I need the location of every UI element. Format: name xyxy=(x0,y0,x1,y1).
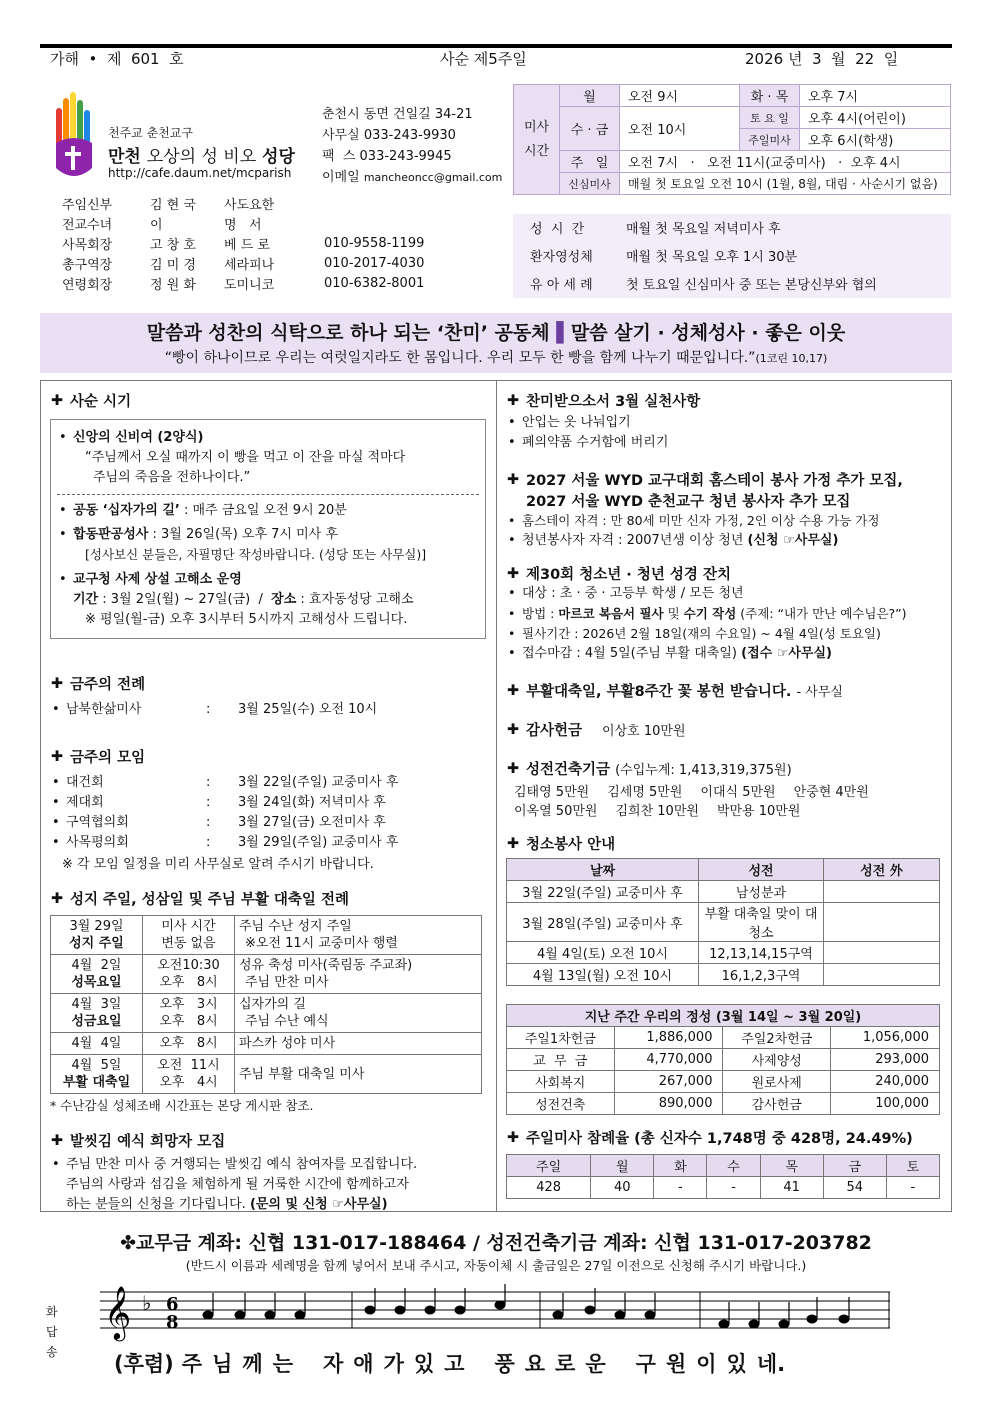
note-head xyxy=(425,1306,435,1314)
cross-icon: ✚ xyxy=(506,471,520,488)
donor: 김세명 5만원 xyxy=(607,785,683,800)
attendance-count: 40 xyxy=(591,1177,654,1199)
holy-time: 오후 3시 오후 8시 xyxy=(143,994,235,1033)
attendance-day: 화 xyxy=(654,1155,707,1177)
easter-heading: ✚ 부활대축일, 부활8주간 꽃 봉헌 받습니다. - 사무실 xyxy=(506,682,843,700)
staff-phone xyxy=(324,193,444,213)
cleaning-out xyxy=(824,903,940,942)
note-head xyxy=(645,1311,655,1319)
note-head xyxy=(235,1311,245,1319)
attendance-day: 토 xyxy=(886,1155,939,1177)
lent-heading: ✚ 사순 시기 xyxy=(50,392,132,410)
left-column: ✚ 사순 시기 • 신앙의 신비여 (2양식) “주님께서 오실 때까지 이 빵을 먹고 이 잔을 마실 적마다 주님의 죽음을 전하나이다.” • 공동 ‘십자가의 길’ : 매주 금요일 오전 9시 20분 • 합동판공성사 : 3월 26일(목) 오후 7시 미사 후 [성사보신 분들은, 자필명단 작성바랍니다. (성당 또는 사무실)] • 교구청 사제 상설 고해소 운영 기간 : 3월 2일(월) ~ 27일(금) / 장소 : 효자동성당 고해소 ※ 평일(월-금) 오후 3시부터 5시까지 고해성사 드립니다. ✚ 금주의 전례 • 남북한삶미사 : 3월 25일(수) 오전 10시 ✚ 금주의 모임 • 대건회 : 3월 22일(주일) 교중미사 후 • 제대회 : 3월 24일(화) 저녁미사 후 • 구역협의회 : 3월 27일(금) 오전미사 후 • 사목평의회 : 3월 29일(주일) 교중미사 후 ※ 각 모임 일정을 미리 사무실로 알려 주시기 바랍니다. ✚ 성지 주일, 성삼일 및 주님 부활 대축일 전례 3월 29일 성지 주일 미사 시간 변동 없음 주님 수난 성지 주일 ※오전 11시 교중미사 행렬 4월 2일 성목요일 오전10:30 오후 8시 성유 축성 미사(죽림동 주교좌) 주님 만찬 미사 4월 3일 성금요일 오후 3시 오후 8시 십자가의 길 주님 수난 예식 4월 4일 오후 8시 파스카 성야 미사 4월 5일 부활 대축일 오전 11시 오후 4시 주님 부활 대축일 미사 * 수난감실 성체조배 시간표는 본당 게시판 참조. ✚ 발씻김 예식 희망자 모집 • 주님 만찬 미사 중 거행되는 발씻김 예식 참여자를 모집합니다. 주님의 사랑과 섬김을 체험하게 될 거룩한 시간에 함께하고자 하는 분들의 신청을 기다립니다. (문의 및 신청 ☞사무실) xyxy=(50,390,486,1215)
offering-amount: 100,000 xyxy=(830,1093,939,1115)
lyric-syllable: 원 xyxy=(665,1352,687,1376)
lyric-syllable: (후렴) xyxy=(114,1352,174,1376)
staff-baptism: 세라피나 xyxy=(224,257,275,273)
staff-role: 사목회장 xyxy=(62,237,113,253)
header-rule xyxy=(40,44,952,48)
note-head xyxy=(779,1320,789,1328)
cleaning-header: 성전 外 xyxy=(824,859,940,881)
note-head xyxy=(615,1311,625,1319)
holy-desc: 파스카 성야 미사 xyxy=(235,1033,482,1055)
offering-label: 사회복지 xyxy=(507,1071,615,1093)
offering-row xyxy=(507,1049,940,1071)
cross-icon: ✚ xyxy=(50,675,64,692)
mass-side-label: 미사 시간 xyxy=(514,85,560,195)
meeting-item xyxy=(50,793,486,813)
meeting-time: 3월 29일(주일) 교중미사 후 xyxy=(238,835,399,850)
lyric-syllable: 주 xyxy=(181,1352,203,1376)
staff-row xyxy=(62,273,444,293)
note-head xyxy=(455,1306,465,1314)
building-heading: ✚ 성전건축기금 (수입누계: 1,413,319,375원) xyxy=(506,760,792,778)
attendance-count: 428 xyxy=(507,1177,591,1199)
meeting-item xyxy=(50,773,486,793)
cleaning-date: 4월 13일(월) 오전 10시 xyxy=(507,964,699,986)
holy-week-row xyxy=(51,916,482,955)
lyric-syllable: 가 xyxy=(383,1352,404,1376)
svg-text:6: 6 xyxy=(166,1294,179,1315)
motto-quote: “빵이 하나이므로 우리는 여럿일지라도 한 몸입니다. 우리 모두 한 빵을 함께 나누기 때문입니다.”(1코린 10,17) xyxy=(164,350,828,366)
cross-icon: ✚ xyxy=(506,392,520,409)
staff-name: 정 원 화 xyxy=(150,277,196,293)
meeting-time: 3월 22일(주일) 교중미사 후 xyxy=(238,775,399,790)
offering-row xyxy=(507,1071,940,1093)
holy-date: 4월 2일 성목요일 xyxy=(51,955,143,994)
attendance-count: - xyxy=(654,1177,707,1199)
thanks-heading: ✚ 감사헌금 이상호 10만원 xyxy=(506,721,686,739)
cleaning-in: 남성분과 xyxy=(699,881,824,903)
lyric-syllable: 풍 xyxy=(494,1352,515,1376)
donor: 이대식 5만원 xyxy=(700,785,776,800)
meeting-name: • 대건회 xyxy=(66,775,104,790)
account-note: (반드시 이름과 세례명을 함께 넣어서 보내 주시고, 자동이체 시 출금일은 27일 이전으로 신청해 주시기 바랍니다.) xyxy=(185,1258,807,1273)
lyric-syllable: 네. xyxy=(756,1352,786,1376)
staff-role: 주임신부 xyxy=(62,197,113,213)
note-head xyxy=(295,1311,305,1319)
lyric-syllable: 고 xyxy=(444,1352,465,1376)
note-head xyxy=(395,1306,405,1314)
cross-icon: ✚ xyxy=(506,835,520,852)
offering-label: 성전건축 xyxy=(507,1093,615,1115)
service-value: 매월 첫 목요일 저녁미사 후 xyxy=(626,222,781,237)
note-head xyxy=(749,1320,759,1328)
staff-name: 이 xyxy=(150,217,163,233)
wyd-heading: ✚ 2027 서울 WYD 교구대회 홈스테이 봉사 가정 추가 모집, xyxy=(506,471,903,489)
holy-desc: 성유 축성 미사(죽림동 주교좌) 주님 만찬 미사 xyxy=(235,955,482,994)
staff-baptism: 베 드 로 xyxy=(224,237,270,253)
holy-date: 4월 4일 xyxy=(51,1033,143,1055)
cleaning-heading: ✚ 청소봉사 안내 xyxy=(506,835,616,853)
holy-date: 3월 29일 성지 주일 xyxy=(51,916,143,955)
cleaning-row xyxy=(507,881,940,903)
attendance-day: 목 xyxy=(760,1155,823,1177)
svg-text:8: 8 xyxy=(166,1312,179,1333)
cleaning-header: 날짜 xyxy=(507,859,699,881)
foot-washing-heading: ✚ 발씻김 예식 희망자 모집 xyxy=(50,1132,226,1150)
service-row xyxy=(530,272,877,300)
holy-week-heading: ✚ 성지 주일, 성삼일 및 주님 부활 대축일 전례 xyxy=(50,890,349,908)
cross-icon: ✚ xyxy=(50,890,64,907)
cleaning-date: 3월 22일(주일) 교중미사 후 xyxy=(507,881,699,903)
lyric-syllable: 운 xyxy=(585,1352,606,1376)
cross-icon: ✚ xyxy=(50,392,64,409)
cleaning-row xyxy=(507,903,940,942)
cleaning-in: 16,1,2,3구역 xyxy=(699,964,824,986)
holy-week-row xyxy=(51,955,482,994)
offering-amount: 267,000 xyxy=(614,1071,723,1093)
holy-time: 미사 시간 변동 없음 xyxy=(143,916,235,955)
lyric-syllable: 구 xyxy=(635,1352,656,1376)
attendance-count: - xyxy=(707,1177,760,1199)
lent-box: • 신앙의 신비여 (2양식) “주님께서 오실 때까지 이 빵을 먹고 이 잔을 마실 적마다 주님의 죽음을 전하나이다.” • 공동 ‘십자가의 길’ : 매주 금요일 오전 9시 20분 • 합동판공성사 : 3월 26일(목) 오후 7시 미사 후 [성사보신 분들은, 자필명단 작성바랍니다. (성당 또는 사무실)] • 교구청 사제 상설 고해소 운영 기간 : 3월 2일(월) ~ 27일(금) / 장소 : 효자동성당 고해소 ※ 평일(월-금) 오후 3시부터 5시까지 고해성사 드립니다. xyxy=(50,419,486,639)
cross-icon: ✚ xyxy=(506,565,520,582)
note-head xyxy=(839,1315,849,1323)
staff-role: 연령회장 xyxy=(62,277,113,293)
attendance-table xyxy=(506,1154,940,1199)
cross-icon: ✚ xyxy=(506,682,520,699)
holy-date: 4월 3일 성금요일 xyxy=(51,994,143,1033)
meeting-item xyxy=(50,813,486,833)
holy-week-note: * 수난감실 성체조배 시간표는 본당 게시판 참조. xyxy=(50,1098,314,1113)
cleaning-row xyxy=(507,964,940,986)
parish-name: 만천 오상의 성 비오 성당 xyxy=(108,147,295,167)
issue-label: 가해 • 제 601 호 xyxy=(50,50,184,68)
offering-amount: 240,000 xyxy=(830,1071,939,1093)
lyric-syllable: 께 xyxy=(242,1352,263,1376)
colon: : xyxy=(206,835,211,850)
staff-row xyxy=(62,193,444,213)
offering-label: 원로사제 xyxy=(723,1071,831,1093)
cleaning-header: 성전 xyxy=(699,859,824,881)
meeting-name: • 구역협의회 xyxy=(66,815,129,830)
service-value: 첫 토요일 신심미사 중 또는 본당신부와 협의 xyxy=(626,278,877,293)
service-row xyxy=(530,216,877,244)
offering-amount: 4,770,000 xyxy=(614,1049,723,1071)
holy-week-row xyxy=(51,994,482,1033)
offering-amount: 1,886,000 xyxy=(614,1027,723,1049)
bible-heading: ✚ 제30회 청소년 · 청년 성경 잔치 xyxy=(506,565,732,583)
staff-phone: 010-2017-4030 xyxy=(324,255,425,271)
offering-label: 교 무 금 xyxy=(507,1049,615,1071)
lyric-syllable: 있 xyxy=(726,1352,747,1376)
lyric-syllable: 는 xyxy=(272,1352,293,1376)
staff-role: 총구역장 xyxy=(62,257,113,273)
season-label: 사순 제5주일 xyxy=(440,50,527,68)
holy-week-row xyxy=(51,1055,482,1094)
building-donors-2 xyxy=(506,800,942,819)
cross-icon: ✚ xyxy=(506,760,520,777)
meeting-time: 3월 24일(화) 저녁미사 후 xyxy=(238,795,386,810)
service-value: 매월 첫 목요일 오후 1시 30분 xyxy=(626,250,798,265)
service-label: 성 시 간 xyxy=(530,222,585,237)
staff-row xyxy=(62,213,444,233)
column-divider xyxy=(496,380,497,1212)
cross-icon: ✚ xyxy=(506,721,520,738)
attendance-heading: ✚ 주일미사 참례율 (총 신자수 1,748명 중 428명, 24.49%) xyxy=(506,1129,913,1147)
donor: 이옥열 50만원 xyxy=(514,804,598,819)
meeting-name: • 사목평의회 xyxy=(66,835,129,850)
meeting-item xyxy=(50,833,486,853)
service-row xyxy=(530,244,877,272)
cross-icon: ✚ xyxy=(506,1129,520,1146)
cleaning-out xyxy=(824,942,940,964)
note-head xyxy=(265,1311,275,1319)
cleaning-out xyxy=(824,881,940,903)
holy-time: 오전10:30 오후 8시 xyxy=(143,955,235,994)
right-column: ✚ 찬미받으소서 3월 실천사항 • 안입는 옷 나눠입기 • 폐의약품 수거함에 버리기 ✚ 2027 서울 WYD 교구대회 홈스테이 봉사 가정 추가 모집, 2027 서울 WYD 춘천교구 청년 봉사자 추가 모집 • 홈스테이 자격 : 만 80세 미만 신자 가정, 2인 이상 수용 가능 가정 • 청년봉사자 자격 : 2007년생 이상 청년 (신청 ☞사무실) ✚ 제30회 청소년 · 청년 성경 잔치 • 대상 : 초 · 중 · 고등부 학생 / 모든 청년 • 방법 : 마르코 복음서 필사 및 수기 작성 (주제: “내가 만난 예수님은?”) • 필사기간 : 2026년 2월 18일(재의 수요일) ~ 4월 4일(성 토요일) • 접수마감 : 4월 5일(주님 부활 대축일) (접수 ☞사무실) ✚ 부활대축일, 부활8주간 꽃 봉헌 받습니다. - 사무실 ✚ 감사헌금 이상호 10만원 ✚ 성전건축기금 (수입누계: 1,413,319,375원) 김태영 5만원 김세명 5만원 이대식 5만원 안중현 4만원 이옥열 50만원 김희찬 10만원 박만용 10만원 ✚ 청소봉사 안내 날짜 성전 성전 外 3월 22일(주일) 교중미사 후 남성분과 3월 28일(주일) 교중미사 후 부활 대축일 맞이 대청소 4월 4일(토) 오전 10시 12,13,14,15구역 4월 13일(월) 오전 10시 16,1,2,3구역 지난 주간 우리의 정성 (3월 14일 ~ 3월 20일) 주일1차헌금 1,886,000 주일2차헌금 1,056,000 교 무 금 4,770,000 사제양성 293,000 사회복지 267,000 원로사제 240,000 성전건축 890,000 감사헌금 100,000 ✚ 주일미사 참례율 (총 신자수 1,748명 중 428명, 24.49%) 주일 월 화 수 목 금 토 428 40 - - 41 54 - xyxy=(506,390,942,1199)
address: 춘천시 동면 건일길 34-21 xyxy=(322,107,473,122)
meeting-time: 3월 27일(금) 오전미사 후 xyxy=(238,815,386,830)
offering-label: 감사헌금 xyxy=(723,1093,831,1115)
building-donors-1 xyxy=(506,781,942,800)
staff-phone: 010-9558-1199 xyxy=(324,235,425,251)
note-head xyxy=(203,1311,213,1319)
lyric-syllable: 이 xyxy=(696,1352,717,1376)
offering-amount: 293,000 xyxy=(830,1049,939,1071)
lyric-syllable: 로 xyxy=(555,1352,576,1376)
staff-phone: 010-6382-8001 xyxy=(324,275,425,291)
staff-baptism: 도미니코 xyxy=(224,277,275,293)
mass-schedule-table: 미사 시간 월 오전 9시 화 · 목 오후 7시 수 · 금 오전 10시 토 요 일 오후 4시(어린이) 주일미사 오후 6시(학생) 주 일 오전 7시 · 오전 11시(교중미사) · 오후 4시 신심미사 매월 첫 토요일 오전 10시 (1월, 8월, 대림 · 사순시기 없음) xyxy=(513,84,951,195)
offering-label: 주일1차헌금 xyxy=(507,1027,615,1049)
attendance-day: 금 xyxy=(823,1155,886,1177)
holy-desc: 십자가의 길 주님 수난 예식 xyxy=(235,994,482,1033)
staff-row xyxy=(62,233,444,253)
motto-title: 말씀과 성찬의 식탁으로 하나 되는 ‘찬미’ 공동체 ▌말씀 살기 · 성체성사 · 좋은 이웃 xyxy=(146,322,846,344)
donor: 안중현 4만원 xyxy=(793,785,869,800)
attendance-count: - xyxy=(886,1177,939,1199)
lyric-syllable: 애 xyxy=(353,1352,374,1376)
staff-name: 고 창 호 xyxy=(150,237,196,253)
attendance-day: 수 xyxy=(707,1155,760,1177)
note-head xyxy=(719,1320,729,1328)
contact-block xyxy=(322,104,502,188)
flat-icon: ♭ xyxy=(142,1291,152,1315)
meeting-heading: ✚ 금주의 모임 xyxy=(50,748,146,766)
staff-baptism: 사도요한 xyxy=(224,197,275,213)
note-head xyxy=(585,1306,595,1314)
holy-desc: 주님 부활 대축일 미사 xyxy=(235,1055,482,1094)
offering-amount: 1,056,000 xyxy=(830,1027,939,1049)
colon: : xyxy=(206,775,211,790)
cleaning-in: 부활 대축일 맞이 대청소 xyxy=(699,903,824,942)
donor: 김태영 5만원 xyxy=(514,785,590,800)
holy-date: 4월 5일 부활 대축일 xyxy=(51,1055,143,1094)
holy-week-row xyxy=(51,1033,482,1055)
cleaning-date: 4월 4일(토) 오전 10시 xyxy=(507,942,699,964)
note-head xyxy=(495,1301,505,1309)
diocese-name: 천주교 춘천교구 xyxy=(108,126,193,140)
psalm-music-staff xyxy=(100,1284,890,1344)
offering-row xyxy=(507,1027,940,1049)
office-phone: 사무실 033-243-9930 xyxy=(322,128,456,143)
cleaning-in: 12,13,14,15구역 xyxy=(699,942,824,964)
staff-role: 전교수녀 xyxy=(62,217,113,233)
email: 이메일 mancheoncc@gmail.com xyxy=(322,170,503,185)
cross-icon: ✚ xyxy=(50,1132,64,1149)
staff-phone xyxy=(324,213,444,233)
attendance-count: 41 xyxy=(760,1177,823,1199)
psalm-label: 화 답 송 xyxy=(46,1305,58,1359)
service-label: 환자영성체 xyxy=(530,250,593,265)
attendance-day: 주일 xyxy=(507,1155,591,1177)
holy-week-table xyxy=(50,915,482,1094)
staff-row xyxy=(62,253,444,273)
holy-time: 오후 8시 xyxy=(143,1033,235,1055)
lyric-syllable: 요 xyxy=(524,1352,546,1376)
psalm-lyrics xyxy=(114,1348,894,1378)
note-head xyxy=(807,1315,817,1323)
cleaning-date: 3월 28일(주일) 교중미사 후 xyxy=(507,903,699,942)
offering-label: 주일2차헌금 xyxy=(723,1027,831,1049)
lyric-syllable: 님 xyxy=(212,1352,233,1376)
donor: 박만용 10만원 xyxy=(716,804,801,819)
service-label: 유 아 세 례 xyxy=(530,278,593,293)
parish-logo-icon xyxy=(52,88,96,184)
cafe-link[interactable]: http://cafe.daum.net/mcparish xyxy=(108,166,292,180)
praise-heading: ✚ 찬미받으소서 3월 실천사항 xyxy=(506,392,701,410)
cross-icon: ✚ xyxy=(50,748,64,765)
offering-amount: 890,000 xyxy=(614,1093,723,1115)
colon: : xyxy=(206,795,211,810)
account-info: ✤교무금 계좌: 신협 131-017-188464 / 성전건축기금 계좌: 신협 131-017-203782 xyxy=(120,1232,872,1254)
note-head xyxy=(365,1306,375,1314)
services-list xyxy=(530,216,877,300)
staff-table xyxy=(62,193,444,293)
bulletin-date: 2026 년 3 월 22 일 xyxy=(745,50,899,68)
donor: 김희찬 10만원 xyxy=(615,804,699,819)
offering-row xyxy=(507,1093,940,1115)
colon: : xyxy=(206,815,211,830)
staff-name: 김 현 국 xyxy=(150,197,196,213)
attendance-count: 54 xyxy=(823,1177,886,1199)
treble-clef-icon: 𝄞 xyxy=(104,1285,132,1339)
liturgy-heading: ✚ 금주의 전례 xyxy=(50,675,146,693)
holy-desc: 주님 수난 성지 주일 ※오전 11시 교중미사 행렬 xyxy=(235,916,482,955)
staff-name: 김 미 경 xyxy=(150,257,196,273)
cleaning-row xyxy=(507,942,940,964)
lyric-syllable: 있 xyxy=(413,1352,435,1376)
meeting-list xyxy=(50,773,486,853)
holy-time: 오전 11시 오후 4시 xyxy=(143,1055,235,1094)
attendance-day: 월 xyxy=(591,1155,654,1177)
meeting-note: ※ 각 모임 일정을 미리 사무실로 알려 주시기 바랍니다. xyxy=(62,857,374,872)
fax-number: 팩 스 033-243-9945 xyxy=(322,149,452,164)
cleaning-out xyxy=(824,964,940,986)
meeting-name: • 제대회 xyxy=(66,795,104,810)
staff-baptism: 명 서 xyxy=(224,217,262,233)
lyric-syllable: 자 xyxy=(322,1352,344,1376)
offering-label: 사제양성 xyxy=(723,1049,831,1071)
offering-table: 지난 주간 우리의 정성 (3월 14일 ~ 3월 20일) 주일1차헌금 1,886,000 주일2차헌금 1,056,000 교 무 금 4,770,000 사제양성 293,000 사회복지 267,000 원로사제 240,000 성전건축 890,000 감사헌금 100,000 xyxy=(506,1004,940,1115)
note-head xyxy=(553,1311,563,1319)
cleaning-table xyxy=(506,858,940,986)
